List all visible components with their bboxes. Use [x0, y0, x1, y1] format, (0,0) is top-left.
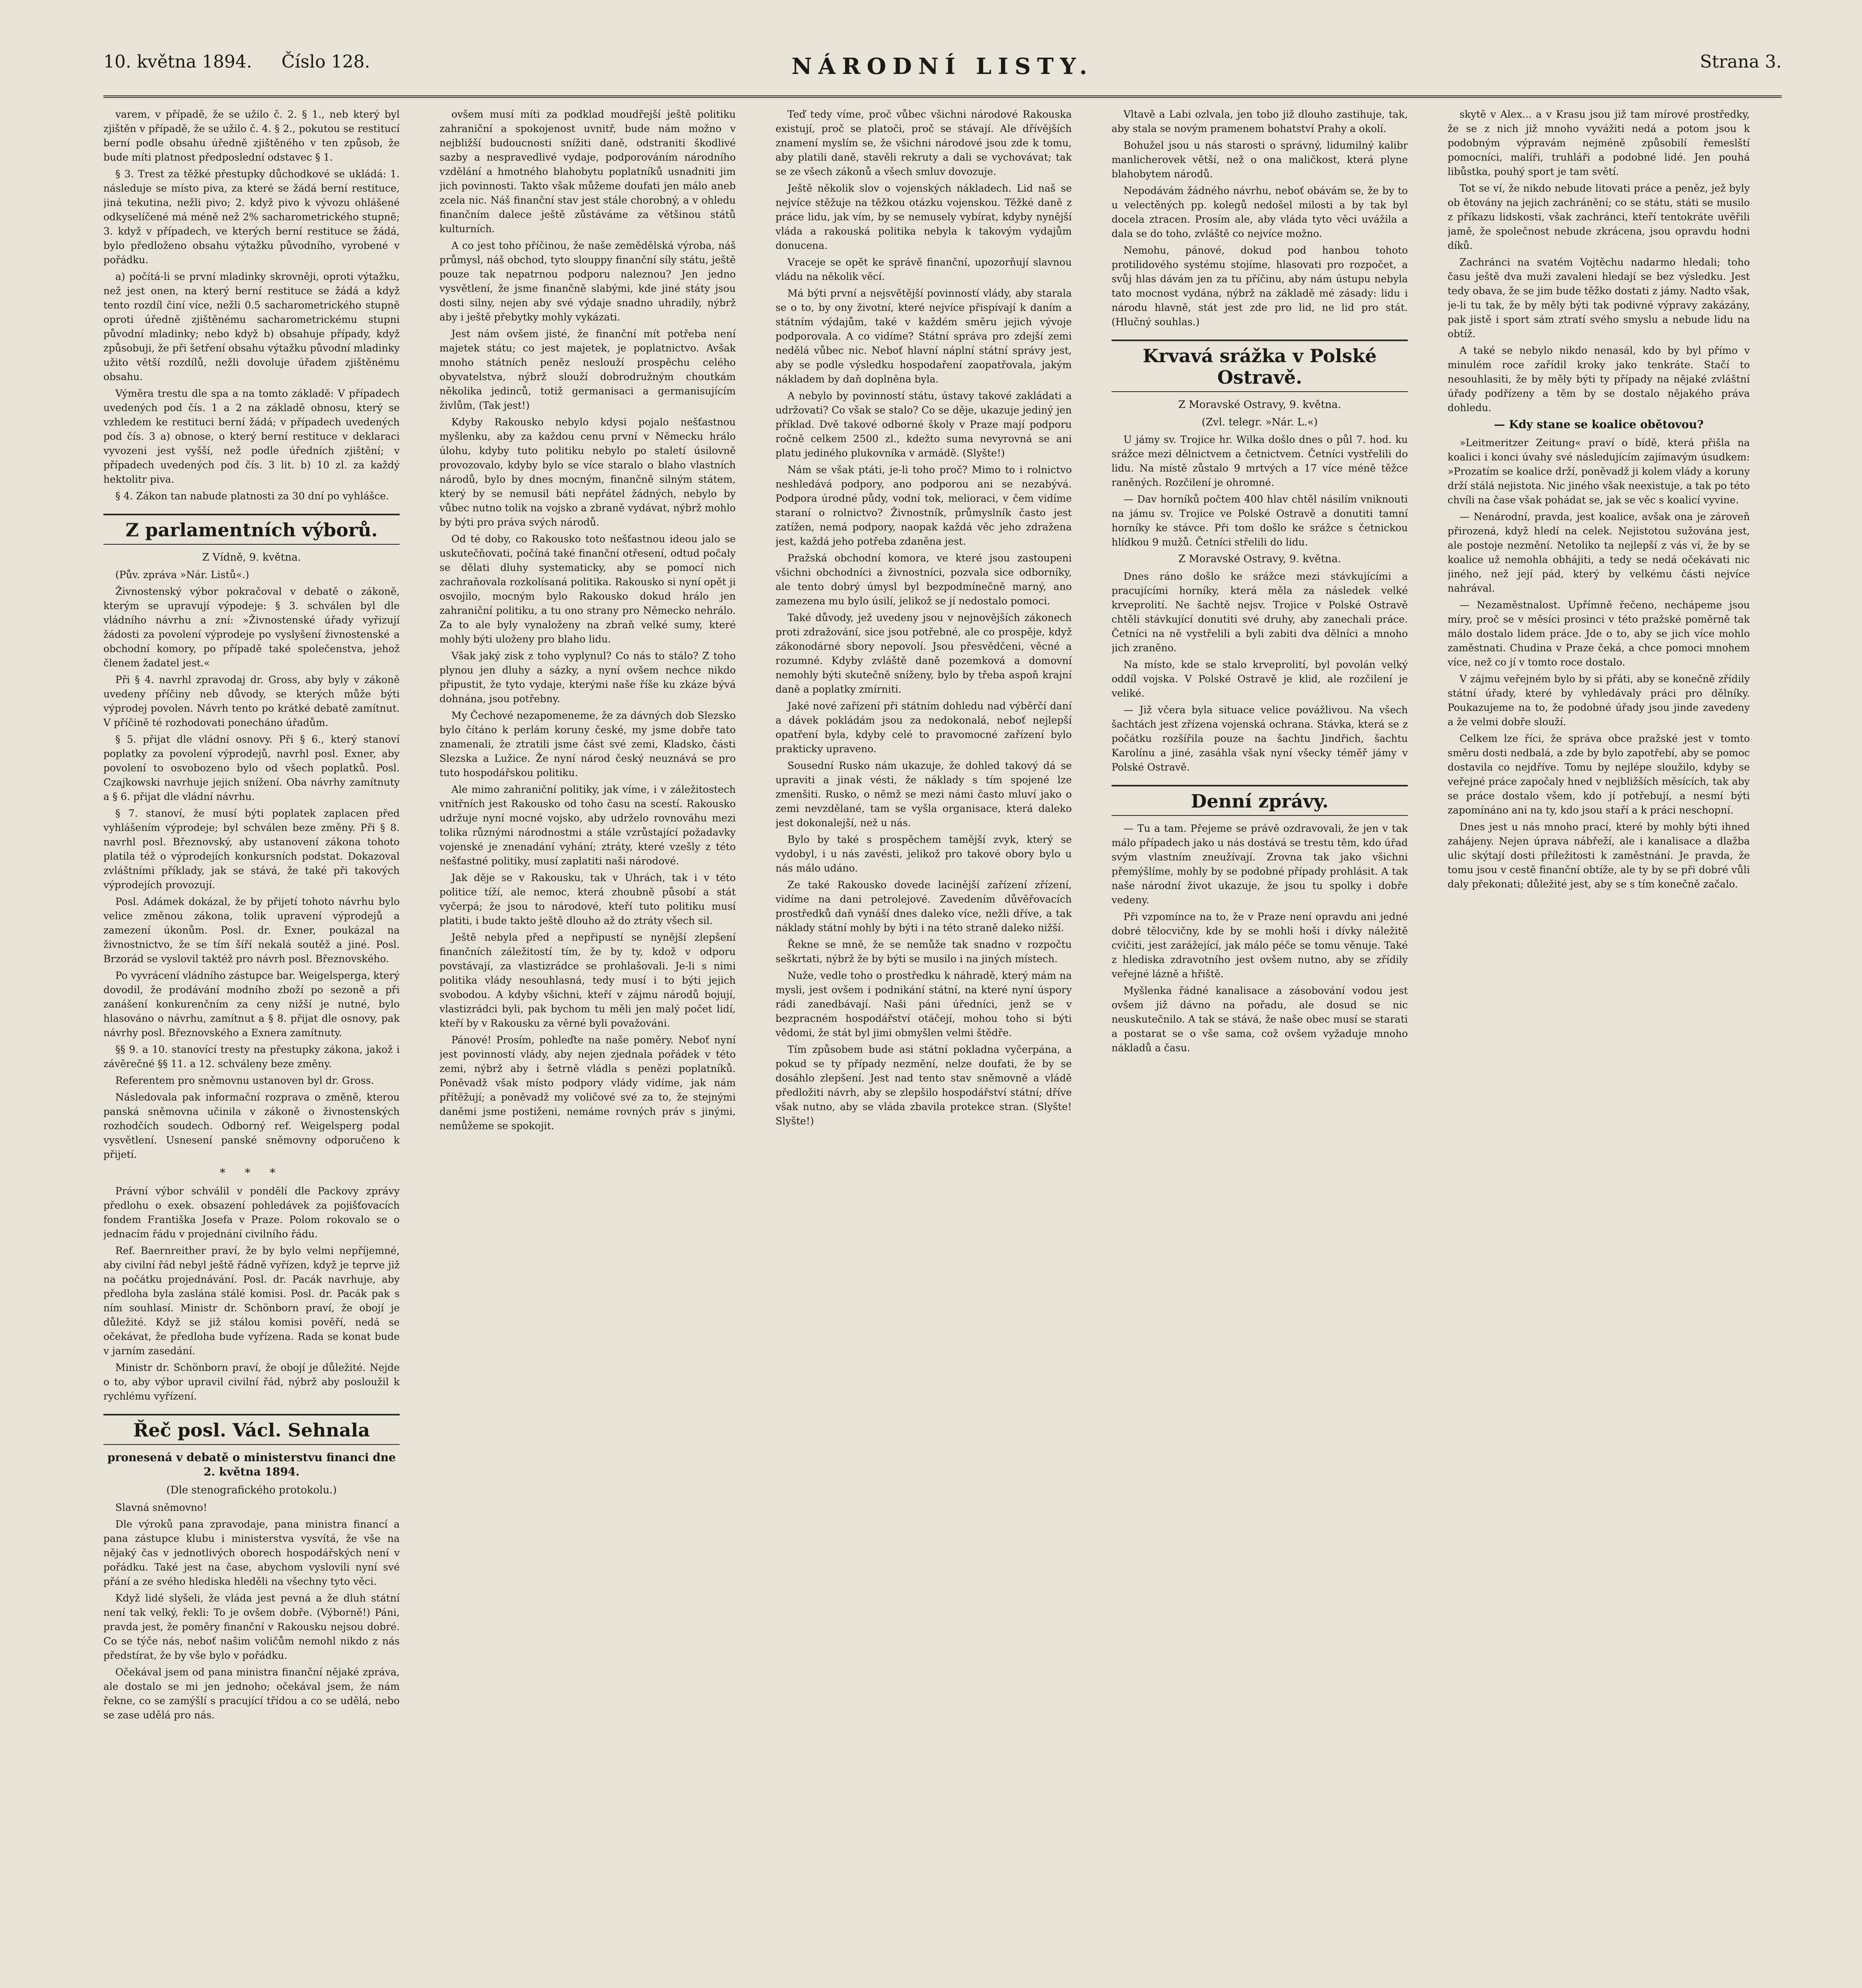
paragraph: Myšlenka řádné kanalisace a zásobování vodou jest ovšem již dávno na pořadu, ale dosud se nic neuskutečnilo. A tak se stává, že naše obec musí se starati a postarat se o vše sama, což ovšem vyžaduje mnoho nákladů a času.: [1112, 985, 1408, 1054]
paragraph: »Leitmeritzer Zeitung« praví o bídě, která přišla na koalici i konci úvahy své následujícím zajímavým úsudkem: »Prozatím se koalice drží, poněvadž ji kolem vlády a koruny drží stálá nejistota. Nic jiného však neexistuje, a tak po této chvíli na čase však pohádat se, jak se věc s koalicí vyvine.: [1448, 437, 1750, 506]
paragraph: Ještě několik slov o vojenských nákladech. Lid naš se nejvíce stěžuje na těžkou otázku vojenskou. Těžké daně z práce lidu, jak vím, by se nemusely vybírat, kdyby nynější vláda a rakouská politika nebyla k takovým vydajům donucena.: [776, 182, 1072, 251]
paragraph: Sousední Rusko nám ukazuje, že dohled takový dá se upraviti a jinak vésti, že náklady s tím spojené lze zmenšiti. Rusko, o němž se mezi námi často mluví jako o zemi nevzdělané, tam se vyšla organisace, která daleko jest dokonalejší, než u nás.: [776, 760, 1072, 829]
paragraph: Nepodávám žádného návrhu, neboť obávám se, že by to u velectěných pp. kolegů nedošel milosti a by tak byl docela ztracen. Prosím ale, aby vláda tyto věci uvážila a dala se do toho, zvláště co nejvíce možno.: [1112, 185, 1408, 239]
paragraph: Při vzpomínce na to, že v Praze není opravdu ani jedné dobré tělocvičny, kde by se mohli hoši i dívky náležitě cvičiti, jest zarážející, jak málo péče se tomu věnuje. Také z hlediska zdravotního jest ovšem nutno, aby se zřídily veřejné lázně a hřiště.: [1112, 911, 1408, 980]
paragraph: A nebylo by povinností státu, ústavy takové zakládati a udržovati? Co však se stalo? Co se děje, ukazuje jediný jen příklad. Dvě takové odborné školy v Praze mají podporu ročně celkem 2500 zl., kdežto suma nevyrovná se ani platu jediného plukovníka v armádě. (Slyšte!): [776, 390, 1072, 459]
paragraph: My Čechové nezapomeneme, že za dávných dob Slezsko bylo čítáno k perlám koruny české, my jsme dobře tato znamenali, že ztratili jsme část své zemi, Kladsko, části Slezska a Lužice. Že nyní národ český neuznává se pro tuto hospodářskou politiku.: [439, 710, 736, 779]
paragraph: Bylo by také s prospěchem tamější zvyk, který se vydobyl, i u nás zavésti, jelikož pro takové obory bylo u nás málo udáno.: [776, 834, 1072, 874]
paragraph: Referentem pro sněmovnu ustanoven byl dr. Gross.: [115, 1075, 374, 1086]
source-note: (Dle stenografického protokolu.): [166, 1484, 337, 1496]
header-page-number: Strana 3.: [1700, 52, 1782, 72]
masthead-title: NÁRODNÍ LISTY.: [791, 53, 1094, 80]
paragraph: Bohužel jsou u nás starosti o správný, lidumilný kalibr manlicherovek větší, než o ona maličkost, která plyne blahobytem národů.: [1112, 140, 1408, 180]
paragraph: Dle výroků pana zpravodaje, pana ministra financí a pana zástupce klubu i ministerstva vysvítá, že vše na nějaký čas v jednotlivých oborech hospodářských není v pořádku. Také jest na čase, abychom vyslovili nyní své přání a ze svého hlediska hleděli na všechny tyto věci.: [103, 1518, 400, 1587]
paragraph: Výměra trestu dle spa a na tomto základě: V případech uvedených pod čís. 1 a 2 na základě obnosu, který se vzhledem ke restituci berní žádá; v případech uvedených pod čís. 3 a) obnose, o který berní restituce v deklaraci vyvozeni jest vyšší, než podle úředních zjištění; v případech uvedených pod čís. 3 lit. b) 10 zl. za každý hektolitr piva.: [103, 388, 400, 485]
paragraph: ovšem musí míti za podklad moudřejší ještě politiku zahraniční a spokojenost uvnitř, bude nám možno v nejbližší budoucnosti snížiti daně, odstraniti škodlivé sazby a nespravedlivé vydaje, podporováním národního vzdělání a hmotného blahobytu poplatníků usnadniti jim jich povinnosti. Takto však můžeme doufati jen málo aneb zcela nic. Náš finanční stav jest stále chorobný, a v ohledu finančním dalece ještě zůstáváme za většinou států kulturních.: [439, 109, 736, 235]
paragraph: a) počítá-li se první mladinky skrovněji, oproti výtažku, než jest onen, na který berní restituce se žádá a když tento rozdíl činí více, nežli 0.5 sacharometrického stupně oproti úředně zjištěnému sacharometrickému stupni původní mladinky; nebo když b) obsahuje případy, když způsobuji, že při šetření obsahu výtažku původní mladinky užito větší rozdílů, nežli dovoluje úřadem zjištěnému obsahu.: [103, 271, 400, 382]
column-4: [1112, 107, 1408, 1988]
paragraph: § 3. Trest za těžké přestupky důchodkové se ukládá: 1. následuje se místo piva, za které se žádá berní restituce, jiná tekutina, nežli pivo; 2. když pivo k vývozu ohlášené odkyselíčené má méně než 2% sacharometrického stupně; 3. když v případech, ve kterých berní restituce se žádá, bylo předloženo obsahu výtažku původního, vyrobené v pořádku.: [103, 168, 400, 266]
paragraph: Jak děje se v Rakousku, tak v Uhrách, tak i v této politice tíží, ale nemoc, která zhoubně působí a stát vyčerpá; že jsou to národové, kteří tuto politiku musí platiti, i bude takto ještě dlouho až do ztráty všech sil.: [439, 872, 736, 926]
header-date: 10. května 1894.: [103, 52, 252, 72]
paragraph: — Tu a tam. Přejeme se právě ozdravovali, že jen v tak málo případech jako u nás dostává se trestu těm, kdo úřad svým vlastním zneužívají. Zrovna tak jako všichni přemýšlíme, mohly by se podobné případy prohlásit. A tak naše národní život ukazuje, že jsou tu spolky i dobře vedeny.: [1112, 823, 1408, 906]
column-5: [1448, 107, 1750, 1988]
paragraph: — Nezaměstnalost. Upřímně řečeno, nechápeme jsou míry, proč se v měsíci prosinci v této pražské poměrně tak málo dostalo lidem práce. Jde o to, aby se jich více mohlo zaměstnati. Chudina v Praze čeká, a chce pomoci mnohem více, než co jí v tomto roce dostalo.: [1448, 599, 1750, 668]
paragraph: — Nenárodní, pravda, jest koalice, avšak ona je zároveň přirozená, když hledí na celek. Nejistotou sužována jest, ale postoje nezmění. Netoliko ta nejlepší z vás ví, že by se koalice už nemohla obhájiti, a tedy se nedá očekávati nic jiného, než její pád, který by velkému části nejvíce nahrával.: [1448, 511, 1750, 594]
paragraph: Očekával jsem od pana ministra finanční nějaké zpráva, ale dostalo se mi jen jednoho; očekával jsem, že nám řekne, co se zamýšlí s pracující třídou a co se udělá, nebo se zase udělá pro nás.: [103, 1666, 400, 1721]
paragraph: Zachránci na svatém Vojtěchu nadarmo hledali; toho času ještě dva muži zavaleni hledají se bez výsledku. Jest tedy obava, že se jim bude těžko dostati z jámy. Nadto však, je-li tu tak, že by měly býti tak podivné výpravy zakázány, pak jistě i sport sám ztratí svého smyslu a nebude lidu na obtíž.: [1448, 256, 1750, 340]
column-3: [776, 107, 1072, 1988]
paragraph: Pražská obchodní komora, ve které jsou zastoupeni všichni obchodníci a živnostníci, pozvala sice odborníky, ale tento dobrý úmysl byl bezpodmínečně marný, ano zamezena mu bylo úsilí, jelikož se jí nedostalo pomoci.: [776, 552, 1072, 607]
paragraph: Po vyvrácení vládního zástupce bar. Weigelsperga, který dovodil, že prodávání modního zboží po sezoně a při zanášení konkurenčním za ceny nižší je nutné, bylo hlasováno o návrhu, zamítnut a § 8. přijat dle osnovy, pak návrhy posl. Březnovského a Exnera zamítnuty.: [103, 970, 400, 1039]
paragraph: Celkem lze říci, že správa obce pražské jest v tomto směru dosti nedbalá, a zde by bylo zapotřebí, aby se pomoc dostavila co nejdříve. Tomu by nejlépe sloužilo, kdyby se veřejné práce započaly hned v nejbližších měsících, tak aby se práce dostalo všem, kdo jí potřebují, a nesmí býti zapomínáno ani na ty, kdo jsou staří a k práci neschopní.: [1448, 733, 1750, 816]
paragraph: Tot se ví, že nikdo nebude litovati práce a peněz, jež byly ob ětovány na jejich zachránění; co se státu, státi se musilo z příkazu lidskosti, však zachránci, kteří tentokráte uvěřili jamě, že společnost nebude zkrácena, jsou opravdu hodni díků.: [1448, 182, 1750, 251]
paragraph: varem, v případě, že se užilo č. 2. § 1., neb který byl zjištěn v případě, že se užilo č. 4. § 2., pokutou se restitucí berní podle obsahu úředně zjištěného v ten způsob, že bude míti platnost předposlední odstavec § 1.: [103, 109, 400, 163]
column-1: [103, 107, 400, 1988]
paragraph: Živnostenský výbor pokračoval v debatě o zákoně, kterým se upravují výpodeje: § 3. schválen byl dle vládního návrhu a zní: »Živnostenské úřady vyřizují žádosti za povolení výprodeje po vyslyšení živnostenské a obchodní komory, po případě také společenstva, jehož členem žadatel jest.«: [103, 586, 400, 669]
paragraph: skytě v Alex... a v Krasu jsou již tam mírové prostředky, že se z nich již mnoho vyvážiti nedá a potom jsou k podobným výpravám nejméně způsobilí řemeslští pomocníci, malíři, truhláři a podobné lidé. Jen pouhá libůstka, pouhý sport je tam světí.: [1448, 109, 1750, 177]
paragraph: Právní výbor schválil v pondělí dle Packovy zprávy předlohu o exek. obsazení pohledávek za pojišťovacích fondem Františka Josefa v Praze. Polom rokovalo se o jednacím řádu v projednání civilního řádu.: [103, 1185, 400, 1240]
paragraph: Kdyby Rakousko nebylo kdysi pojalo nešťastnou myšlenku, aby za každou cenu první v Německu hrálo úlohu, kdyby tuto politiku nebylo po staletí úsilovně provozovalo, kdyby bylo se více staralo o blaho vlastních národů, bylo by dnes mocným, finančně silným státem, který by se nemusil báti nepřátel žádných, nebylo by vůbec nutno tolik na vojsko a zbraně vydávat, nýbrž mohlo by býti pro práva svých národů.: [439, 416, 736, 528]
paragraph: Řekne se mně, že se nemůže tak snadno v rozpočtu seškrtati, nýbrž že by býti se musilo i na jiných místech.: [776, 939, 1072, 965]
paragraph: § 5. přijat dle vládní osnovy. Při § 6., který stanoví poplatky za povolení výprodejů, navrhl posl. Exner, aby povolení to osvobozeno bylo od všech poplatků. Posl. Czajkowski navrhuje jejich snížení. Oba návrhy zamítnuty a § 6. přijat dle vládní návrhu.: [103, 734, 400, 802]
dateline: Z Moravské Ostravy, 9. května.: [1178, 399, 1341, 411]
dateline: Z Vídně, 9. května.: [202, 551, 301, 563]
paragraph: Ještě nebyla před a nepřipustí se nynější zlepšení finančních záležitostí tím, že by ty, kdož v odporu povstávají, za vlastizrádce se prohlašovali. Je-li s nimi politika vlády nesouhlasná, tedy musí i to býti jejich svobodou. A kdyby všichni, kteří v zájmu národů bojují, vlastizrádci byli, pak bychom tu měli jen malý počet lidí, kteří by v Rakousku za věrné byli považováni.: [439, 932, 736, 1029]
section-subheading: pronesená v debatě o ministerstvu financi dne 2. května 1894.: [107, 1451, 396, 1478]
paragraph: U jámy sv. Trojice hr. Wilka došlo dnes o půl 7. hod. ku srážce mezi dělnictvem a četnictvem. Četníci vystřelili do lidu. Na místě zůstalo 9 mrtvých a 17 více méně těžce raněných. Rozčilení je ohromné.: [1112, 434, 1408, 488]
paragraph: § 4. Zákon tan nabude platnosti za 30 dní po vyhlášce.: [115, 490, 389, 502]
news-item-title: — Kdy stane se koalice obětovou?: [1494, 418, 1704, 431]
page-header: [103, 48, 1782, 98]
paragraph: Od té doby, co Rakousko toto nešťastnou ideou jalo se uskutečňovati, počíná také finanční otřesení, odtud počaly se dělati dluhy systematicky, aby se pomocí nich zachraňovala rozkolísaná politika. Rakousko si nyní opět ji osvojilo, mocným bylo Rakousko dokud hrálo jen zahraniční politiku, a tu ono strany pro Německo nehrálo. Za to ale byly vynaloženy na zbraň velké sumy, které mohly býti uloženy pro blaho lidu.: [439, 533, 736, 645]
paragraph: Následovala pak informační rozprava o změně, kterou panská sněmovna učinila v zákoně o živnostenských rozhodčích soudech. Odborný ref. Weigelsperg podal vysvětlení. Usnesení panské sněmovny odporučeno k přijetí.: [103, 1091, 400, 1160]
paragraph: A také se nebylo nikdo nenasál, kdo by byl přímo v minulém roce zařídil kroky jako tenkráte. Stačí to nesouhlasiti, že by měly býti ty případy na nějaké zvláštní úřady podřízeny a těm by se dostalo nějakého práva dohledu.: [1448, 345, 1750, 414]
section-heading: Řeč posl. Václ. Sehnala: [103, 1414, 400, 1445]
paragraph: Vraceje se opět ke správě finanční, upozorňují slavnou vládu na několik věcí.: [776, 256, 1072, 282]
paragraph: (Pův. zpráva »Nár. Listů«.): [115, 569, 249, 580]
paragraph: Však jaký zisk z toho vyplynul? Co nás to stálo? Z toho plynou jen dluhy a sázky, a nyní ovšem nechce nikdo připustit, že tyto vydaje, kterými naše říše ku zkáze bývá dohnána, jsou potřebny.: [439, 650, 736, 705]
paragraph: Pánové! Prosím, pohleďte na naše poměry. Neboť nyní jest povinností vlády, aby nejen zjednala pořádek v této zemi, nýbrž aby i šetrně vládla s penězi poplatníků. Poněvadž však místo podpory vlády vidíme, jak nám přítěžují; a poněvadž my voličové své za to, že stejnými daněmi jsme postiženi, nemáme rovných práv s jinými, nemůžeme se spokojit.: [439, 1034, 736, 1132]
paragraph: — Dav horníků počtem 400 hlav chtěl násilím vniknouti na jámu sv. Trojice ve Polské Ostravě a donutiti tamní horníky ke stávce. Při tom došlo ke srážce s četnickou hlídkou 9 mužů. Četníci střelili do lidu.: [1112, 493, 1408, 548]
dateline: Z Moravské Ostravy, 9. května.: [1178, 553, 1341, 565]
paragraph: Jest nám ovšem jisté, že finanční mít potřeba není majetek státu; co jest majetek, je poplatnictvo. Avšak mnoho státních peněz neslouží prospěchu celého obyvatelstva, nýbrž slouží dobrodružným choutkám několika jedinců, totiž germanisaci a germanisujícím živlům, (Tak jest!): [439, 328, 736, 411]
paragraph: Posl. Adámek dokázal, že by přijetí tohoto návrhu bylo velice změnou zákona, tolik upravení výprodejů a zamezení úkonům. Posl. dr. Exner, poukázal na živnostnictvo, že se tím šíří nekalá soutěž a jiné. Posl. Brzorád se vyslovil taktéž pro návrh posl. Březnovského.: [103, 896, 400, 965]
paragraph: Dnes ráno došlo ke srážce mezi stávkujícími a pracujícími horníky, která měla za následek velké krveprolití. Ne šachtě nejsv. Trojice v Polské Ostravě chtěli stávkující donutiti své druhy, aby zanechali práce. Četníci na ně vystřelili a byli zabiti dva dělníci a mnoho jich zraněno.: [1112, 571, 1408, 654]
source-note: (Zvl. telegr. »Nár. L.«): [1201, 416, 1318, 428]
paragraph: Teď tedy víme, proč vůbec všichni národové Rakouska existují, proč se platoči, proč se stávají. Ale dřívějších znamení myslím se, že všichni národové jsou zde k tomu, aby platili daně, stavěli rekruty a dali se vychovávat; tak se ze všech zákonů a všech smluv dovozuje.: [776, 109, 1072, 177]
paragraph: Tím způsobem bude asi státní pokladna vyčerpána, a pokud se ty případy nezmění, nelze doufati, že by se dosáhlo zlepšení. Jest nad tento stav sněmovně a vládě předložiti návrh, aby se zlepšilo hospodářství státní; dříve však nutno, aby se vláda zbavila protekce stran. (Slyšte! Slyšte!): [776, 1044, 1072, 1127]
section-heading: Denní zprávy.: [1112, 785, 1408, 816]
paragraph: Na místo, kde se stalo krveprolití, byl povolán velký oddíl vojska. V Polské Ostravě je klid, ale rozčilení je veliké.: [1112, 659, 1408, 699]
paragraph: Nemohu, pánové, dokud pod hanbou tohoto protilidového systému stojíme, hlasovati pro rozpočet, a svůj hlas dávám jen za tu příčinu, aby nám ústupu nebyla tato mocnost vydána, nýbrž na základě mé zásady: lidu i národu hlavně, stát jest zde pro lid, ne lid pro stát. (Hlučný souhlas.): [1112, 245, 1408, 328]
paragraph: Ministr dr. Schönborn praví, že obojí je důležité. Nejde o to, aby výbor upravil civilní řád, nýbrž aby posloužil k rychlému vyřízení.: [103, 1362, 400, 1402]
paragraph: Ale mimo zahraniční politiky, jak víme, i v záležitostech vnitřních jest Rakousko od toho času na scestí. Rakousko udržuje nyní mocné vojsko, aby udrželo rovnováhu mezi tolika různými národnostmi a stále vzrůstající požadavky vojenské je znenadání vyhání; ztráty, které vzešly z této nešťastné politiky, musí zaplatiti naši národové.: [439, 784, 736, 867]
paragraph: Ze také Rakousko dovede lacinější zařízení zřízení, vidíme na dani petrolejové. Zavedením důvěřovacích prostředků daň vynáší dnes daleko více, nežli dříve, a tak náklady státní mohly by býti i na této straně daleko nižší.: [776, 879, 1072, 934]
paragraph: Při § 4. navrhl zpravodaj dr. Gross, aby byly v zákoně uvedeny příčiny neb důvody, se kterých může býti výprodej povolen. Návrh tento po krátké debatě zamítnut. V příčině té rozhodovati ponecháno úřadům.: [103, 674, 400, 728]
paragraph: V zájmu veřejném bylo by si přáti, aby se konečně zřídily státní úřady, které by vyhledávaly práci pro dělníky. Poukazujeme na to, že podobné úřady jsou jinde zavedeny a že velmi dobře slouží.: [1448, 673, 1750, 728]
paragraph: § 7. stanoví, že musí býti poplatek zaplacen před vyhlášením výprodeje; byl schválen beze změny. Při § 8. navrhl posl. Březnovský, aby ustanovení zákona tohoto platila též o výprodejích konkursních podstat. Dokazoval zvláštními příklady, jak se stává, že také při takových výprodejích provozují.: [103, 808, 400, 891]
paragraph: — Již včera byla situace velice povážlivou. Na všech šachtách jest zřízena vojenská ochrana. Stávka, která se z počátku rozšířila pouze na šachtu Jindřich, šachtu Karolínu a jiné, zasáhla však nyní všecky téměř jámy v Polské Ostravě.: [1112, 704, 1408, 773]
section-heading: Z parlamentních výborů.: [103, 514, 400, 545]
paragraph: §§ 9. a 10. stanovící tresty na přestupky zákona, jakož i závěrečné §§ 11. a 12. schváleny beze změny.: [103, 1044, 400, 1070]
paragraph: Slavná sněmovno!: [115, 1502, 207, 1513]
paragraph: Dnes jest u nás mnoho prací, které by mohly býti ihned zahájeny. Nejen úprava nábřeží, ale i kanalisace a dlažba ulic skýtají dosti příležitosti k zaměstnání. Je pravda, že tomu jsou v cestě finanční obtíže, ale ty by se při dobré vůli daly překonati; důležité jest, aby se s tím konečně začalo.: [1448, 821, 1750, 890]
paragraph: Také důvody, jež uvedeny jsou v nejnovějších zákonech proti zdražování, sice jsou potřebné, ale co prospěje, když zákonodárné sbory nepovolí. Jsou přesvědčeni, věcné a rozumné. Kdyby zvláště daně pozemková a domovní nemohly býti skutečně sníženy, bylo by třeba aspoň krajní daně a poplatky zmírniti.: [776, 612, 1072, 695]
paragraph: A co jest toho příčinou, že naše zemědělská výroba, náš průmysl, náš obchod, tyto slouppy finanční síly státu, ještě pouze tak nepatrnou podporu naleznou? Jen jedno vysvětlení, že jsme finančně slabými, kde jiné státy jsou dosti silny, nejen aby své výdaje snadno uhradily, nýbrž aby i ještě přebytky mohly vykázati.: [439, 240, 736, 323]
paragraph: Nám se však ptáti, je-li toho proč? Mimo to i rolnictvo neshledává podpory, ano podporou ani se nezabývá. Podpora úrodné půdy, vodní tok, melioraci, v čem vidíme staraní o rolnictvo? Živnostník, průmyslník často jest zatížen, nemá podpory, naopak každá věc jeho zdražena jest, každá jeho potřeba zdaněna jest.: [776, 464, 1072, 547]
paragraph: Ref. Baernreither praví, že by bylo velmi nepříjemné, aby civilní řád nebyl ještě řádně vyřízen, když je teprve již na počátku projednávání. Posl. dr. Pacák navrhuje, aby předloha byla zaslána stálé komisi. Posl. dr. Pacák pak s ním souhlasí. Ministr dr. Schönborn praví, že obojí je důležité. Když se již stálou komisi pověří, nedá se očekávat, že předloha bude vyřízena. Rada se konat bude v jarním zasedání.: [103, 1245, 400, 1357]
column-2: [439, 107, 736, 1988]
paragraph: Jaké nové zařízení při státním dohledu nad výběrčí daní a dávek pokládám jsou za nedokonalá, neboť nejlepší opatření byla, kdyby celé to pravomocné zařízení bylo prakticky upraveno.: [776, 700, 1072, 755]
paragraph: Nuže, vedle toho o prostředku k náhradě, který mám na mysli, jest ovšem i podnikání státní, na které nyní úspory rádi zanedbávají. Naši páni úředníci, jenž se v bezpracném hospodářství otáčejí, mohou toho si býti vědomi, že stát byl jimi obmyšlen velmi štědře.: [776, 970, 1072, 1039]
paragraph: Když lidé slyšeli, že vláda jest pevná a že dluh státní není tak velký, řekli: To je ovšem dobře. (Výborně!) Páni, pravda jest, že poměry finanční v Rakousku nejsou dobré. Co se týče nás, neboť našim voličům nemohl nikdo z nás předstírat, že by vše bylo v pořádku.: [103, 1592, 400, 1661]
header-issue: Číslo 128.: [281, 52, 370, 72]
paragraph: Má býti první a nejsvětější povinností vlády, aby starala se o to, by ony životní, které nejvíce přispívají k daním a státním výdajům, také v každém směru jejich vývoje podporovala. A co vidíme? Státní správa pro zdejší zemi nedělá vůbec nic. Neboť hlavní náplní státní správy jest, aby se podle výsledku hospodaření zaopatřovala, jakým nákladem by daň doplněna byla.: [776, 287, 1072, 385]
paragraph: Vltavě a Labi ozlvala, jen tobo již dlouho zastihuje, tak, aby stala se novým pramenem bohatství Prahy a okolí.: [1112, 109, 1408, 134]
section-separator: * * *: [220, 1166, 284, 1179]
section-heading: Krvavá srážka v Polské Ostravě.: [1112, 340, 1408, 392]
